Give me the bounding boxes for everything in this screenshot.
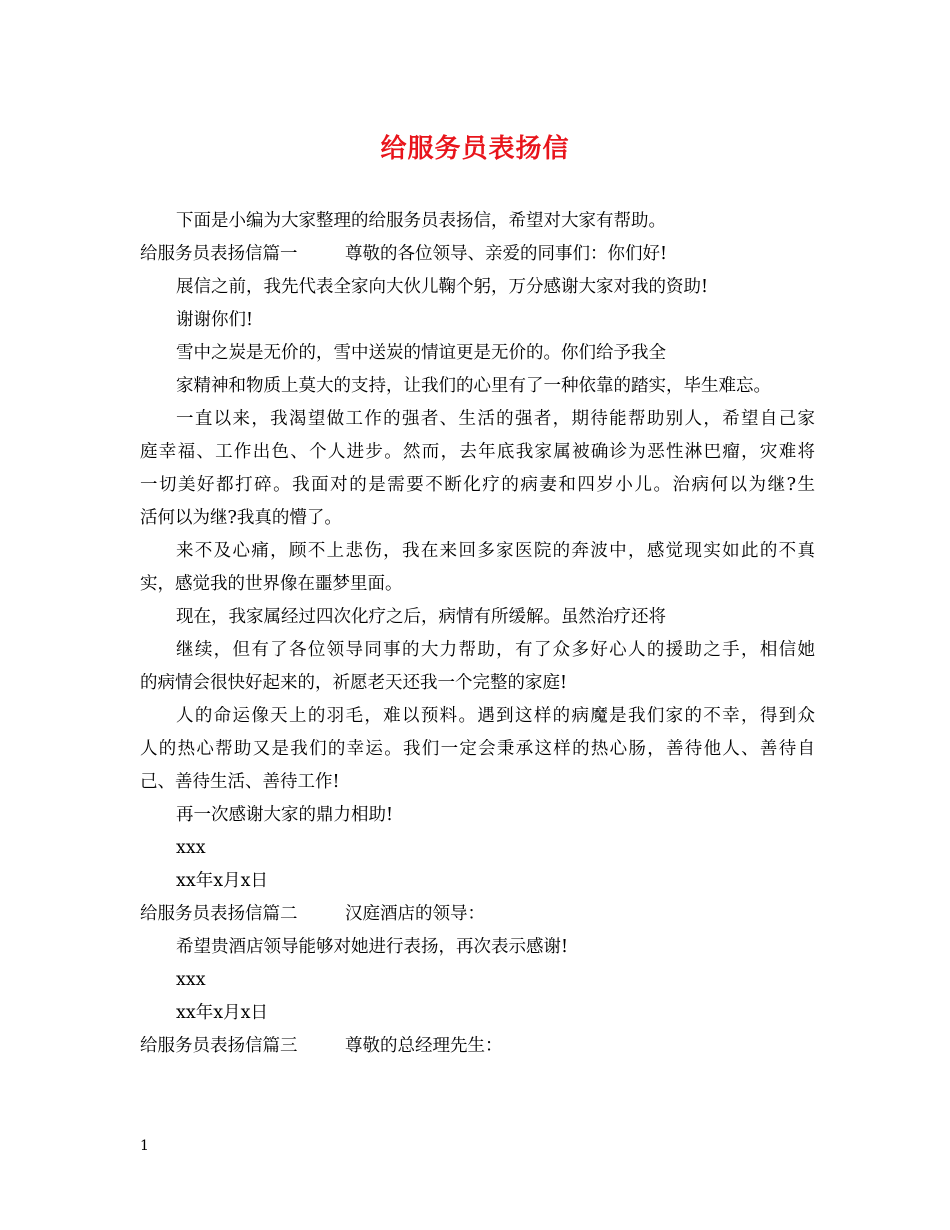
letter-1-line: 雪中之炭是无价的，雪中送炭的情谊更是无价的。你们给予我全: [176, 343, 666, 363]
letter-1-line: 现在，我家属经过四次化疗之后，病情有所缓解。虽然治疗还将: [176, 607, 666, 627]
letter-1-salutation: 尊敬的各位领导、亲爱的同事们：你们好!: [345, 244, 668, 264]
letter-2-heading: 给服务员表扬信篇二: [140, 904, 298, 924]
document-body: [140, 205, 815, 1063]
letter-1-line: 展信之前，我先代表全家向大伙儿鞠个躬，万分感谢大家对我的资助!: [176, 277, 709, 297]
letter-2-salutation: 汉庭酒店的领导：: [345, 904, 485, 924]
letter-1-line: 己、善待生活、善待工作!: [140, 772, 340, 792]
letter-2-signature: xxx: [176, 970, 206, 990]
page-number: 1: [140, 1138, 149, 1154]
letter-1-date: xx年x月x日: [176, 871, 268, 891]
letter-2-line: 希望贵酒店领导能够对她进行表扬，再次表示感谢!: [176, 937, 569, 957]
letter-1-line: 人的命运像天上的羽毛，难以预料。遇到这样的病魔是我们家的不幸，得到众: [176, 706, 815, 726]
letter-1-line: 谢谢你们!: [176, 310, 254, 330]
intro-paragraph: 下面是小编为大家整理的给服务员表扬信，希望对大家有帮助。: [176, 211, 666, 231]
letter-1-heading: 给服务员表扬信篇一: [140, 244, 298, 264]
document-title: 给服务员表扬信: [380, 134, 570, 164]
letter-3-heading: 给服务员表扬信篇三: [140, 1036, 298, 1056]
letter-2-heading-line: [140, 898, 815, 931]
letter-1-line: 来不及心痛，顾不上悲伤，我在来回多家医院的奔波中，感觉现实如此的不真: [176, 541, 815, 561]
letter-1-line: 的病情会很快好起来的，祈愿老天还我一个完整的家庭!: [140, 673, 568, 693]
letter-1-line: 继续，但有了各位领导同事的大力帮助，有了众多好心人的援助之手，相信她: [176, 640, 815, 660]
letter-1-line: 庭幸福、工作出色、个人进步。然而，去年底我家属被确诊为恶性淋巴瘤，灾难将: [140, 442, 815, 462]
letter-2-date: xx年x月x日: [176, 1003, 268, 1023]
letter-1-line: 实，感觉我的世界像在噩梦里面。: [140, 574, 403, 594]
letter-1-line: 家精神和物质上莫大的支持，让我们的心里有了一种依靠的踏实，毕生难忘。: [176, 376, 771, 396]
letter-1-line: 活何以为继?我真的懵了。: [140, 508, 342, 528]
letter-1-line: 一切美好都打碎。我面对的是需要不断化疗的病妻和四岁小儿。治病何以为继?生: [140, 475, 815, 495]
letter-1-signature: xxx: [176, 838, 206, 858]
letter-1-line: 人的热心帮助又是我们的幸运。我们一定会秉承这样的热心肠，善待他人、善待自: [140, 739, 815, 759]
letter-3-salutation: 尊敬的总经理先生：: [345, 1036, 503, 1056]
letter-1-heading-line: [140, 238, 815, 271]
letter-3-heading-line: [140, 1030, 815, 1063]
letter-1-line: 一直以来，我渴望做工作的强者、生活的强者，期待能帮助别人，希望自己家: [176, 409, 815, 429]
letter-1-line: 再一次感谢大家的鼎力相助!: [176, 805, 394, 825]
